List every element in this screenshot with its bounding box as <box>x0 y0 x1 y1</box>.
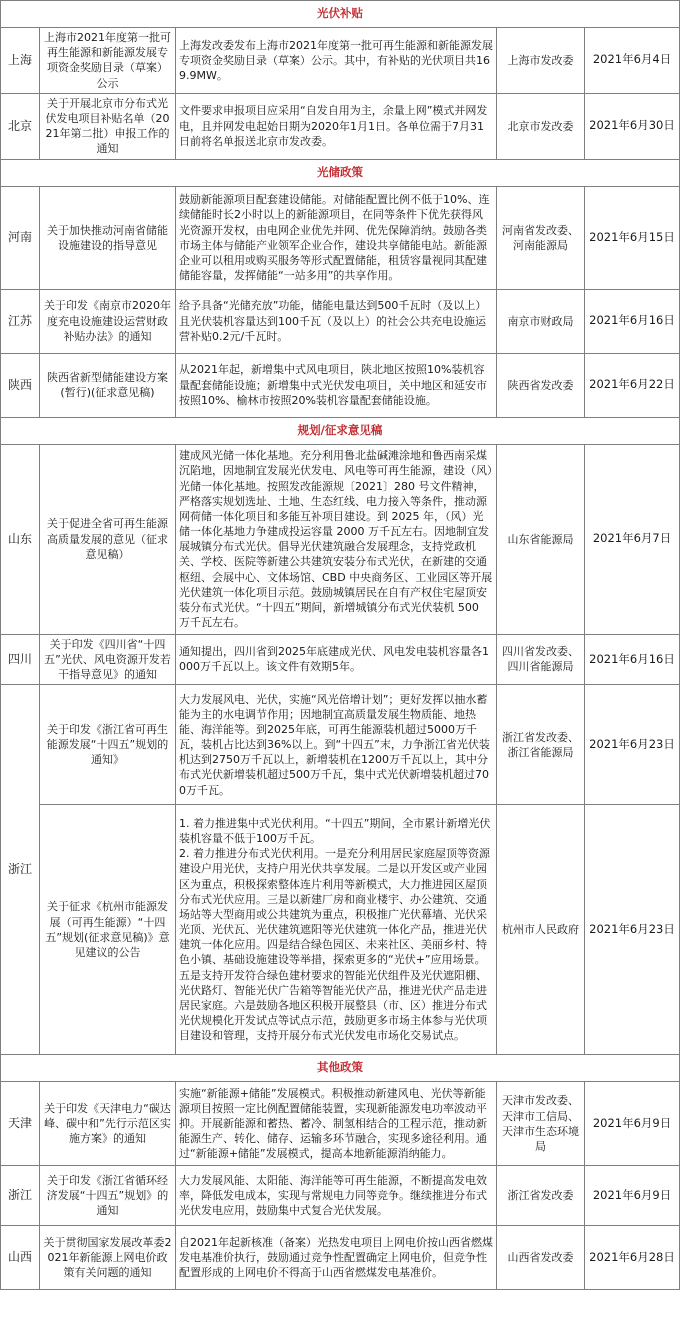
date-cell: 2021年6月30日 <box>585 93 680 159</box>
department-cell: 天津市发改委、天津市工信局、天津市生态环境局 <box>497 1082 585 1166</box>
department-cell: 浙江省发改委 <box>497 1166 585 1226</box>
section-header-row <box>1 1 680 28</box>
table-row <box>1 444 680 634</box>
region-cell: 浙江 <box>1 1166 40 1226</box>
policy-content-cell: 大力发展风能、太阳能、海洋能等可再生能源，不断提高发电效率，降低发电成本，实现与常规电力同等竞争。继续推进分布式光伏发电应用，鼓励集中式复合光伏发展。 <box>176 1166 497 1226</box>
date-cell: 2021年6月23日 <box>585 685 680 805</box>
table-row <box>1 186 680 289</box>
policy-content-cell: 上海发改委发布上海市2021年度第一批可再生能源和新能源发展专项资金奖励目录（草案）公示。其中，有补贴的光伏项目共169.9MW。 <box>176 28 497 94</box>
policy-content-cell: 从2021年起，新增集中式风电项目，陕北地区按照10%装机容量配套储能设施；新增集中式光伏发电项目，关中地区和延安市按照10%、榆林市按照20%装机容量配套储能设施。 <box>176 353 497 417</box>
table-row <box>1 1082 680 1166</box>
policy-content-cell: 大力发展风电、光伏，实施“风光倍增计划”；更好发挥以抽水蓄能为主的水电调节作用；因地制宜高质量发展生物质能、地热能、海洋能等。到2025年底，可再生能源装机超过5000万千瓦，装机占比达到36%以上。到“十四五”末，力争浙江省光伏装机达到2750万千瓦以上，新增装机在1200万千瓦以上，其中分布式光伏新增装机超过500万千瓦，集中式光伏新增装机超过700万千瓦。 <box>176 685 497 805</box>
policy-content-cell: 文件要求申报项目应采用“自发自用为主，余量上网”模式并网发电，且并网发电起始日期为2020年1月1日。各单位需于7月31日前将名单报送北京市发改委。 <box>176 93 497 159</box>
department-cell: 陕西省发改委 <box>497 353 585 417</box>
policy-content-cell: 鼓励新能源项目配套建设储能。对储能配置比例不低于10%、连续储能时长2小时以上的新能源项目，在同等条件下优先获得风光资源开发权，由电网企业优先并网、优先保障消纳。鼓励各类市场主体与储能产业领军企业合作，建设共享储能电站。新能源企业可以租用或购买服务等形式配置储能，租赁容量视同其配建储能容量，发挥储能“一站多用”的共享作用。 <box>176 186 497 289</box>
date-cell: 2021年6月15日 <box>585 186 680 289</box>
section-header-row <box>1 1055 680 1082</box>
table-row <box>1 353 680 417</box>
date-cell: 2021年6月9日 <box>585 1166 680 1226</box>
table-row <box>1 1226 680 1290</box>
date-cell: 2021年6月16日 <box>585 634 680 685</box>
policy-title-cell: 关于开展北京市分布式光伏发电项目补贴名单（2021年第二批）申报工作的通知 <box>40 93 176 159</box>
policy-title-cell: 关于印发《天津电力“碳达峰、碳中和”先行示范区实施方案》的通知 <box>40 1082 176 1166</box>
table-row <box>1 93 680 159</box>
date-cell: 2021年6月4日 <box>585 28 680 94</box>
region-cell: 天津 <box>1 1082 40 1166</box>
department-cell: 南京市财政局 <box>497 289 585 353</box>
region-cell: 上海 <box>1 28 40 94</box>
table-row <box>1 634 680 685</box>
policy-title-cell: 陕西省新型储能建设方案(暂行)(征求意见稿) <box>40 353 176 417</box>
department-cell: 河南省发改委、河南能源局 <box>497 186 585 289</box>
policy-title-cell: 关于印发《浙江省循环经济发展“十四五”规划》的通知 <box>40 1166 176 1226</box>
date-cell: 2021年6月9日 <box>585 1082 680 1166</box>
policy-content-cell: 通知提出，四川省到2025年底建成光伏、风电发电装机容量各1000万千瓦以上。该文件有效期5年。 <box>176 634 497 685</box>
region-cell: 江苏 <box>1 289 40 353</box>
region-cell: 河南 <box>1 186 40 289</box>
table-row <box>1 805 680 1055</box>
department-cell: 浙江省发改委、浙江省能源局 <box>497 685 585 805</box>
table-row <box>1 289 680 353</box>
policy-title-cell: 关于加快推动河南省储能设施建设的指导意见 <box>40 186 176 289</box>
department-cell: 四川省发改委、四川省能源局 <box>497 634 585 685</box>
date-cell: 2021年6月23日 <box>585 805 680 1055</box>
policy-title-cell: 上海市2021年度第一批可再生能源和新能源发展专项资金奖励目录（草案）公示 <box>40 28 176 94</box>
region-cell: 四川 <box>1 634 40 685</box>
date-cell: 2021年6月22日 <box>585 353 680 417</box>
region-cell: 浙江 <box>1 685 40 1055</box>
policy-title-cell: 关于征求《杭州市能源发展（可再生能源）“十四五”规划(征求意见稿)》意见建议的公告 <box>40 805 176 1055</box>
policy-content-cell: 1. 着力推进集中式光伏利用。“十四五”期间，全市累计新增光伏装机容量不低于100万千瓦。 2. 着力推进分布式光伏利用。一是充分利用居民家庭屋顶等资源建设户用光伏，支持户用光伏共享发展。二是以开发区或产业园区为重点，积极探索整体连片利用等新模式，大力推进园区屋顶分布式光伏应用。三是以新建厂房和商业楼宇、办公建筑、交通场站等大型商用或公共建筑为重点，积极推广光伏幕墙、光伏采光顶、光伏瓦、光伏建筑遮阳等光伏建筑一体化产品，推进光伏建筑一体化应用。四是结合绿色园区、未来社区、美丽乡村、特色小镇、基础设施建设等举措，探索更多的“光伏+”应用场景。五是支持开发符合绿色建材要求的智能光伏组件及光伏遮阳棚、光伏路灯、智能光伏广告箱等智能光伏产品，推进光伏产品走进居民家庭。六是鼓励各地区积极开展整县（市、区）推进分布式光伏规模化开发试点等试点示范，鼓励更多市场主体参与光伏项目建设和管理，支持开展分布式光伏发电市场化交易试点。 <box>176 805 497 1055</box>
policy-title-cell: 关于印发《四川省“十四五”光伏、风电资源开发若干指导意见》的通知 <box>40 634 176 685</box>
date-cell: 2021年6月7日 <box>585 444 680 634</box>
department-cell: 北京市发改委 <box>497 93 585 159</box>
region-cell: 北京 <box>1 93 40 159</box>
region-cell: 陕西 <box>1 353 40 417</box>
department-cell: 山西省发改委 <box>497 1226 585 1290</box>
date-cell: 2021年6月28日 <box>585 1226 680 1290</box>
policy-title-cell: 关于印发《浙江省可再生能源发展“十四五”规划的通知》 <box>40 685 176 805</box>
section-heading: 光伏补贴 <box>1 1 680 28</box>
section-header-row <box>1 417 680 444</box>
department-cell: 山东省能源局 <box>497 444 585 634</box>
section-heading: 规划/征求意见稿 <box>1 417 680 444</box>
policy-content-cell: 自2021年起新核准（备案）光热发电项目上网电价按山西省燃煤发电基准价执行，鼓励通过竞争性配置确定上网电价，但竞争性配置形成的上网电价不得高于山西省燃煤发电基准价。 <box>176 1226 497 1290</box>
policy-content-cell: 实施“新能源+储能”发展模式。积极推动新建风电、光伏等新能源项目按照一定比例配置储能装置，实现新能源发电功率波动平抑。开展新能源和蓄热、蓄冷、制氢相结合的工程示范，推动新能源生产、转化、储存、运输多环节融合，实现多途径利用。通过“新能源+储能”发展模式，提高本地新能源消纳能力。 <box>176 1082 497 1166</box>
region-cell: 山西 <box>1 1226 40 1290</box>
department-cell: 上海市发改委 <box>497 28 585 94</box>
table-row <box>1 685 680 805</box>
table-row <box>1 1166 680 1226</box>
section-header-row <box>1 159 680 186</box>
department-cell: 杭州市人民政府 <box>497 805 585 1055</box>
table-row <box>1 28 680 94</box>
region-cell: 山东 <box>1 444 40 634</box>
policy-title-cell: 关于印发《南京市2020年度充电设施建设运营财政补贴办法》的通知 <box>40 289 176 353</box>
section-heading: 光储政策 <box>1 159 680 186</box>
policy-content-cell: 建成风光储一体化基地。充分利用鲁北盐碱滩涂地和鲁西南采煤沉陷地，因地制宜发展光伏发电、风电等可再生能源，建设（风）光储一体化基地。按照发改能源规〔2021〕280 号文件精神，严格落实规划选址、土地、生态红线、电力接入等条件，推动源网荷储一体化项目和多能互补项目建设。到 2025 年，（风）光储一体化基地力争建成投运容量 2000 万千瓦左右。因地制宜发展城镇分布式光伏。倡导光伏建筑融合发展理念，支持党政机关、学校、医院等新建公共建筑安装分布式光伏，在新建的交通枢纽、会展中心、文体场馆、CBD 中央商务区、工业园区等开展光伏建筑一体化项目示范。鼓励城镇居民在自有产权住宅屋顶安装分布式光伏。“十四五”期间，新增城镇分布式光伏装机 500 万千瓦左右。 <box>176 444 497 634</box>
policy-title-cell: 关于贯彻国家发展改革委2021年新能源上网电价政策有关问题的通知 <box>40 1226 176 1290</box>
section-heading: 其他政策 <box>1 1055 680 1082</box>
policy-content-cell: 给予具备“光储充放”功能，储能电量达到500千瓦时（及以上）且光伏装机容量达到100千瓦（及以上）的社会公共充电设施运营补贴0.2元/千瓦时。 <box>176 289 497 353</box>
date-cell: 2021年6月16日 <box>585 289 680 353</box>
policy-title-cell: 关于促进全省可再生能源高质量发展的意见（征求意见稿） <box>40 444 176 634</box>
